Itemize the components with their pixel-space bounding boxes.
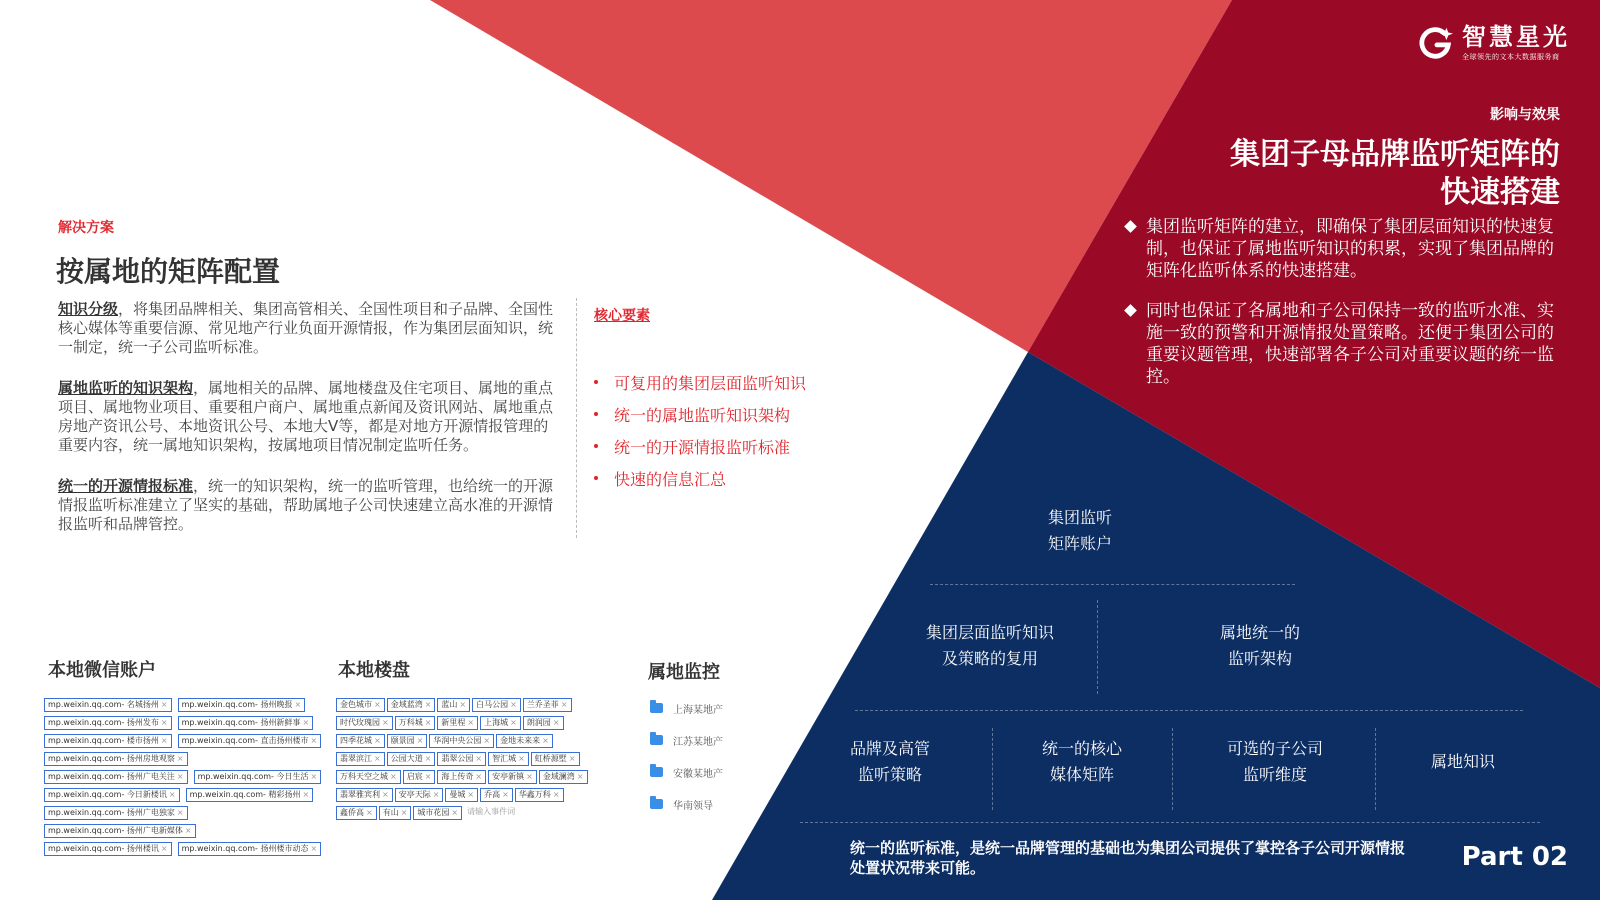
remove-tag-icon[interactable]: ×: [390, 772, 397, 781]
tag-chip[interactable]: 城市花园 ×: [413, 806, 462, 820]
tag-chip[interactable]: 万科天空之城 ×: [336, 770, 401, 784]
tag-chip[interactable]: 安亭天际 ×: [395, 788, 444, 802]
folder-icon: [650, 799, 663, 809]
remove-tag-icon[interactable]: ×: [576, 772, 584, 781]
solution-paragraph: 知识分级，将集团品牌相关、集团高管相关、全国性项目和子品牌、全国性核心媒体等重要信源、常见地产行业负面开源情报，作为集团层面知识，统一制定，统一子公司监听标准。: [58, 300, 554, 356]
tag-chip[interactable]: mp.weixin.qq.com- 扬州楼讯 ×: [44, 842, 172, 856]
diamond-bullet-icon: [1124, 220, 1137, 233]
remove-tag-icon[interactable]: ×: [176, 808, 184, 817]
section-divider: [576, 298, 577, 538]
tag-chip[interactable]: mp.weixin.qq.com- 扬州晚报 ×: [178, 698, 306, 712]
core-item: 统一的属地监听知识架构: [594, 398, 806, 430]
tag-chip[interactable]: mp.weixin.qq.com- 楼市扬州 ×: [44, 734, 172, 748]
estate-row: [336, 805, 636, 823]
tag-chip[interactable]: 金地未来来 ×: [496, 734, 553, 748]
diagram-bottom-node: 属地知识: [1430, 752, 1495, 771]
tag-chip[interactable]: 翡翠滨江 ×: [336, 752, 385, 766]
remove-tag-icon[interactable]: ×: [160, 844, 168, 853]
folder-icon: [650, 767, 663, 777]
tag-chip[interactable]: mp.weixin.qq.com- 扬州房地观察 ×: [44, 752, 188, 766]
tag-chip[interactable]: mp.weixin.qq.com- 扬州广电新媒体 ×: [44, 824, 196, 838]
monitor-title: 属地监控: [648, 662, 720, 683]
impact-tag: 影响与效果: [1490, 107, 1560, 123]
tag-chip[interactable]: mp.weixin.qq.com- 扬州楼市动态 ×: [178, 842, 322, 856]
remove-tag-icon[interactable]: ×: [483, 736, 491, 745]
tag-chip[interactable]: 华润中央公园 ×: [429, 734, 494, 748]
remove-tag-icon[interactable]: ×: [424, 700, 432, 709]
remove-tag-icon[interactable]: ×: [176, 772, 184, 781]
tag-chip[interactable]: 白马公园 ×: [472, 698, 521, 712]
solution-body: [58, 300, 558, 556]
tag-chip[interactable]: 蓝山 ×: [437, 698, 470, 712]
impact-title: [1140, 136, 1560, 212]
wechat-row: [44, 715, 314, 733]
estate-row: [336, 769, 636, 787]
remove-tag-icon[interactable]: ×: [294, 700, 302, 709]
tag-chip[interactable]: 启宸 ×: [403, 770, 436, 784]
tag-chip[interactable]: 四季花城 ×: [336, 734, 385, 748]
monitor-item[interactable]: 安徽某地产: [650, 756, 723, 788]
tag-chip[interactable]: 翡翠公园 ×: [437, 752, 486, 766]
remove-tag-icon[interactable]: ×: [424, 772, 432, 781]
remove-tag-icon[interactable]: ×: [432, 790, 440, 799]
impact-title-line1: 集团子母品牌监听矩阵的: [1230, 137, 1560, 172]
solution-title: 按属地的矩阵配置: [56, 255, 281, 288]
remove-tag-icon[interactable]: ×: [424, 718, 432, 727]
tag-chip[interactable]: 颐景园 ×: [387, 734, 428, 748]
remove-tag-icon[interactable]: ×: [552, 718, 560, 727]
tag-chip[interactable]: 兰乔圣菲 ×: [523, 698, 572, 712]
solution-tag: 解决方案: [58, 220, 114, 236]
remove-tag-icon[interactable]: ×: [552, 790, 560, 799]
diagram-mid-right-node: 属地统一的 监听架构: [1219, 623, 1300, 668]
core-item: 可复用的集团层面监听知识: [594, 366, 806, 398]
solution-paragraph: 统一的开源情报标准，统一的知识架构，统一的监听管理，也给统一的开源情报监听标准建立了坚实的基础，帮助属地子公司快速建立高水准的开源情报监听和品牌管控。: [58, 477, 554, 533]
remove-tag-icon[interactable]: ×: [310, 772, 318, 781]
wechat-row: [44, 787, 314, 805]
remove-tag-icon[interactable]: ×: [560, 700, 568, 709]
monitor-item[interactable]: 上海某地产: [650, 692, 723, 724]
remove-tag-icon[interactable]: ×: [160, 736, 168, 745]
remove-tag-icon[interactable]: ×: [459, 700, 467, 709]
tag-chip[interactable]: 翡翠雅宾利 ×: [336, 788, 393, 802]
tag-chip[interactable]: 金域澜湾 ×: [539, 770, 588, 784]
wechat-tag-box: [44, 697, 318, 853]
tag-chip[interactable]: mp.weixin.qq.com- 扬州新鲜事 ×: [178, 716, 314, 730]
core-title: 核心要素: [594, 308, 650, 324]
solution-keyword: 属地监听的知识架构: [58, 379, 194, 397]
tag-chip[interactable]: mp.weixin.qq.com- 今日新楼讯 ×: [44, 788, 180, 802]
diagram-divider: [930, 584, 1295, 585]
bullet-dot-icon: [594, 476, 598, 480]
remove-tag-icon[interactable]: ×: [510, 700, 517, 709]
remove-tag-icon[interactable]: ×: [510, 718, 517, 727]
remove-tag-icon[interactable]: ×: [467, 718, 475, 727]
remove-tag-icon[interactable]: ×: [382, 790, 389, 799]
logo-name: 智慧星光: [1462, 23, 1570, 51]
diagram-divider: [855, 710, 1523, 711]
remove-tag-icon[interactable]: ×: [424, 754, 432, 763]
bullet-dot-icon: [594, 412, 598, 416]
remove-tag-icon[interactable]: ×: [518, 754, 525, 763]
logo-mark-icon: [1416, 24, 1454, 62]
tag-chip[interactable]: mp.weixin.qq.com- 扬州发布 ×: [44, 716, 172, 730]
tag-chip[interactable]: 新里程 ×: [437, 716, 478, 730]
tag-chip[interactable]: mp.weixin.qq.com- 扬州广电独家 ×: [44, 806, 188, 820]
event-word-input[interactable]: 请输入事件词: [467, 807, 516, 816]
remove-tag-icon[interactable]: ×: [475, 772, 483, 781]
remove-tag-icon[interactable]: ×: [400, 808, 408, 817]
wechat-row: [44, 805, 314, 823]
remove-tag-icon[interactable]: ×: [475, 754, 483, 763]
remove-tag-icon[interactable]: ×: [310, 844, 318, 853]
remove-tag-icon[interactable]: ×: [374, 754, 381, 763]
remove-tag-icon[interactable]: ×: [502, 790, 509, 799]
remove-tag-icon[interactable]: ×: [467, 790, 475, 799]
wechat-row: [44, 823, 314, 841]
tag-chip[interactable]: 华鑫万科 ×: [515, 788, 564, 802]
estate-row: [336, 751, 636, 769]
core-item: 快速的信息汇总: [594, 462, 806, 494]
estate-row: [336, 733, 636, 751]
logo-subtitle: 全球领先的文本大数据服务商: [1462, 53, 1560, 61]
core-item: 统一的开源情报监听标准: [594, 430, 806, 462]
diagram-divider: [800, 822, 1540, 823]
tag-chip[interactable]: 虹桥源墅 ×: [531, 752, 580, 766]
impact-point: 同时也保证了各属地和子公司保持一致的监听水准、实施一致的预警和开源情报处置策略。还便于集团公司的重要议题管理，快速部署各子公司对重要议题的统一监控。: [1122, 300, 1562, 388]
diagram-divider: [1172, 728, 1173, 810]
tag-chip[interactable]: 海上传奇 ×: [437, 770, 486, 784]
monitor-list: [650, 692, 723, 820]
wechat-row: [44, 697, 314, 715]
estate-title: 本地楼盘: [338, 660, 410, 681]
remove-tag-icon[interactable]: ×: [176, 754, 184, 763]
diagram-divider: [1375, 728, 1376, 810]
tag-chip[interactable]: 曼城 ×: [445, 788, 478, 802]
estate-row: [336, 697, 636, 715]
tag-chip[interactable]: 公园大道 ×: [387, 752, 436, 766]
remove-tag-icon[interactable]: ×: [160, 700, 168, 709]
tag-chip[interactable]: 时代玫瑰园 ×: [336, 716, 393, 730]
wechat-row: [44, 733, 318, 751]
remove-tag-icon[interactable]: ×: [302, 790, 310, 799]
remove-tag-icon[interactable]: ×: [416, 736, 424, 745]
tag-chip[interactable]: mp.weixin.qq.com- 精彩扬州 ×: [186, 788, 314, 802]
core-list: [594, 366, 806, 494]
remove-tag-icon[interactable]: ×: [451, 808, 459, 817]
bullet-dot-icon: [594, 380, 598, 384]
tag-chip[interactable]: 鑫侨高 ×: [336, 806, 377, 820]
estate-tag-box: [336, 697, 636, 823]
diagram-divider: [992, 728, 993, 810]
tag-chip[interactable]: 金域蓝湾 ×: [387, 698, 436, 712]
folder-icon: [650, 735, 663, 745]
remove-tag-icon[interactable]: ×: [374, 736, 381, 745]
folder-icon: [650, 703, 663, 713]
estate-row: [336, 715, 636, 733]
monitor-item[interactable]: 江苏某地产: [650, 724, 723, 756]
tag-chip[interactable]: 金色城市 ×: [336, 698, 385, 712]
remove-tag-icon[interactable]: ×: [366, 808, 373, 817]
diagram-divider: [1097, 600, 1098, 694]
remove-tag-icon[interactable]: ×: [168, 790, 176, 799]
remove-tag-icon[interactable]: ×: [302, 718, 310, 727]
remove-tag-icon[interactable]: ×: [526, 772, 533, 781]
bullet-dot-icon: [594, 444, 598, 448]
tag-chip[interactable]: 安亭新镇 ×: [488, 770, 537, 784]
wechat-title: 本地微信账户: [48, 660, 156, 681]
diagram-top-node: 集团监听 矩阵账户: [1047, 508, 1112, 553]
tag-chip[interactable]: 智汇城 ×: [488, 752, 529, 766]
brand-logo: [1416, 24, 1570, 62]
impact-title-line2: 快速搭建: [1440, 175, 1560, 210]
remove-tag-icon[interactable]: ×: [160, 718, 168, 727]
remove-tag-icon[interactable]: ×: [310, 736, 318, 745]
impact-list: [1122, 216, 1562, 406]
tag-chip[interactable]: mp.weixin.qq.com- 名城扬州 ×: [44, 698, 172, 712]
tag-chip[interactable]: 乔高 ×: [480, 788, 513, 802]
tag-chip[interactable]: mp.weixin.qq.com- 扬州广电关注 ×: [44, 770, 188, 784]
wechat-row: [44, 751, 314, 769]
tag-chip[interactable]: 上海城 ×: [480, 716, 521, 730]
diagram-mid-left-node: 集团层面监听知识 及策略的复用: [925, 623, 1054, 668]
diagram-bottom-node: 可选的子公司 监听维度: [1226, 739, 1323, 784]
remove-tag-icon[interactable]: ×: [568, 754, 576, 763]
wechat-row: [44, 769, 318, 787]
remove-tag-icon[interactable]: ×: [374, 700, 381, 709]
impact-point: 集团监听矩阵的建立，即确保了集团层面知识的快速复制，也保证了属地监听知识的积累，实现了集团品牌的矩阵化监听体系的快速搭建。: [1122, 216, 1562, 282]
diagram-bottom-node: 品牌及高管 监听策略: [849, 739, 930, 784]
solution-keyword: 统一的开源情报标准: [58, 477, 194, 495]
diamond-bullet-icon: [1124, 304, 1137, 317]
remove-tag-icon[interactable]: ×: [382, 718, 389, 727]
solution-keyword: 知识分级: [58, 300, 119, 318]
tag-chip[interactable]: 朗润园 ×: [523, 716, 564, 730]
tag-chip[interactable]: mp.weixin.qq.com- 直击扬州楼市 ×: [178, 734, 322, 748]
tag-chip[interactable]: 有山 ×: [379, 806, 412, 820]
remove-tag-icon[interactable]: ×: [542, 736, 549, 745]
tag-chip[interactable]: 万科城 ×: [395, 716, 436, 730]
bottom-note: 统一的监听标准，是统一品牌管理的基础也为集团公司提供了掌控各子公司开源情报处置状况带来可能。: [850, 839, 1406, 877]
monitor-item[interactable]: 华南领导: [650, 788, 723, 820]
remove-tag-icon[interactable]: ×: [184, 826, 192, 835]
solution-paragraph: 属地监听的知识架构，属地相关的品牌、属地楼盘及住宅项目、属地的重点项目、属地物业项目、重要租户商户、属地重点新闻及资讯网站、属地重点房地产资讯公号、本地资讯公号、本地大V等，都是对地方开源情报管理的重要内容，统一属地知识架构，按属地项目情况制定监听任务。: [58, 379, 554, 454]
diagram-bottom-node: 统一的核心 媒体矩阵: [1041, 739, 1122, 784]
wechat-row: [44, 841, 318, 859]
tag-chip[interactable]: mp.weixin.qq.com- 今日生活 ×: [194, 770, 322, 784]
part-label: Part 02: [1461, 842, 1568, 872]
estate-row: [336, 787, 636, 805]
